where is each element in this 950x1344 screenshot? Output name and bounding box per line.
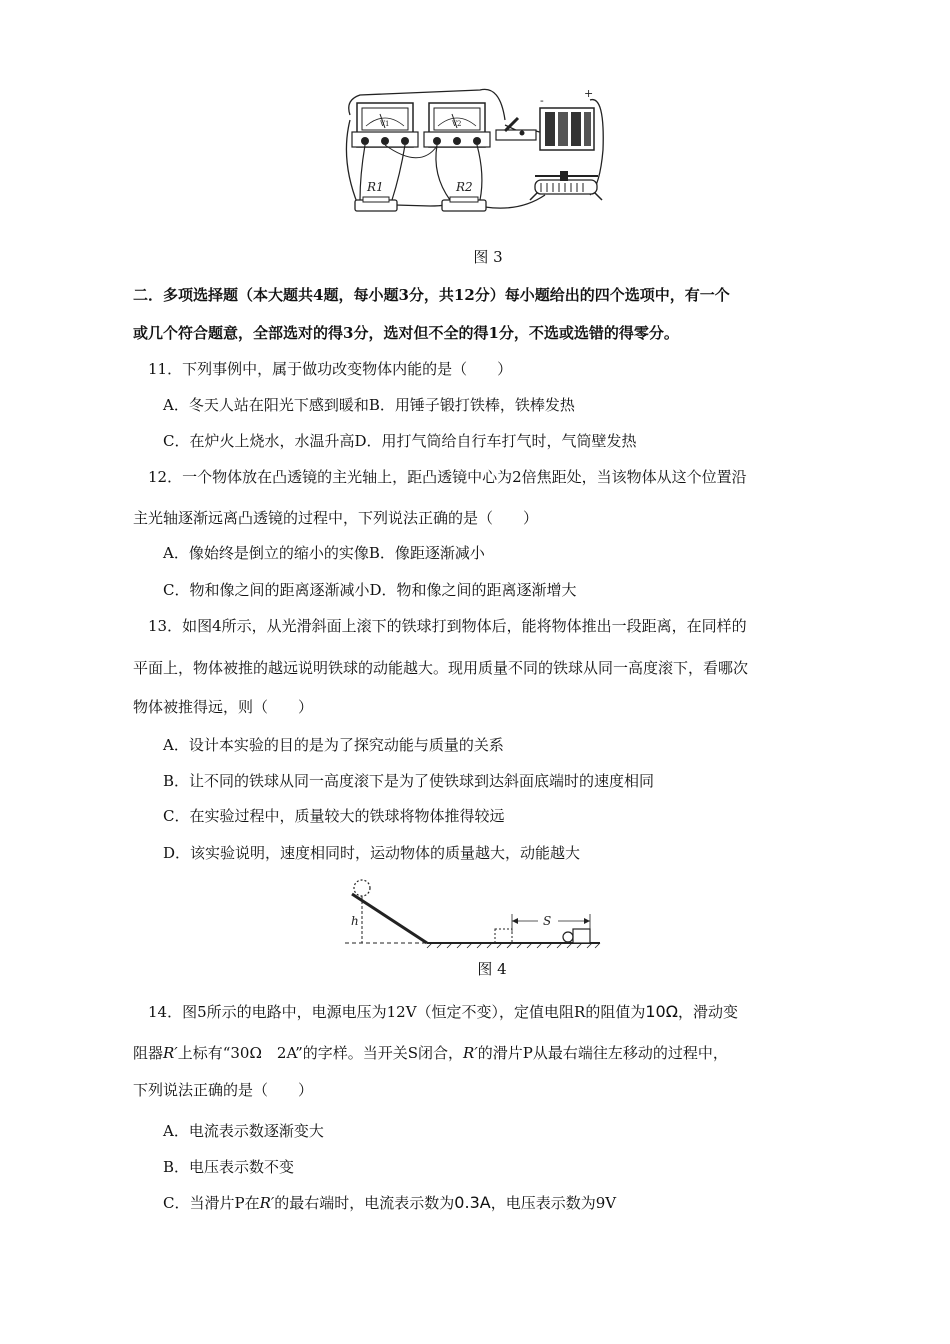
q14-optc-current-value: 0.3A <box>454 1193 491 1212</box>
q14-stem1-text-a: 14．图5所示的电路中，电源电压为12V（恒定不变），定值电阻R的阻值为 <box>148 1003 646 1021</box>
q14-stem2-text-a: 阻器 <box>133 1044 164 1062</box>
question-12-options-row-1: A．像始终是倒立的缩小的实像B．像距逐渐减小 <box>163 544 485 562</box>
question-11-stem: 11．下列事例中，属于做功改变物体内能的是（ ） <box>148 360 513 378</box>
question-13-stem-line-1: 13．如图4所示，从光滑斜面上滚下的铁球打到物体后，能将物体推出一段距离，在同样的 <box>148 617 747 635</box>
q14-optc-text-c: ，电压表示数为9V <box>490 1194 617 1212</box>
voltmeter-1-label: V1 <box>380 120 390 128</box>
question-12-stem-line-2: 主光轴逐渐远离凸透镜的过程中，下列说法正确的是（ ） <box>133 509 539 527</box>
question-12-stem-line-1: 12．一个物体放在凸透镜的主光轴上，距凸透镜中心为2倍焦距处，当该物体从这个位置沿 <box>148 468 747 486</box>
question-11-options-row-1: A．冬天人站在阳光下感到暖和B．用锤子锻打铁棒，铁棒发热 <box>163 396 575 414</box>
question-13-option-c: C．在实验过程中，质量较大的铁球将物体推得较远 <box>163 807 505 825</box>
q14-resistance-value: 10Ω <box>645 1002 678 1021</box>
question-14-option-b: B．电压表示数不变 <box>163 1158 295 1176</box>
battery-plus: + <box>584 87 594 100</box>
battery-minus: - <box>540 94 544 107</box>
question-13-option-b: B．让不同的铁球从同一高度滚下是为了使铁球到达斜面底端时的速度相同 <box>163 772 655 790</box>
question-11-options-row-2: C．在炉火上烧水，水温升高D．用打气筒给自行车打气时，气筒壁发热 <box>163 432 637 450</box>
question-12-options-row-2: C．物和像之间的距离逐渐减小D．物和像之间的距离逐渐增大 <box>163 581 577 599</box>
q14-stem2-text-c: 的滑片P从最右端往左移动的过程中， <box>477 1044 728 1062</box>
q14-optc-text-b: 的最右端时，电流表示数为 <box>274 1194 455 1212</box>
question-13-stem-line-3: 物体被推得远，则（ ） <box>133 698 314 716</box>
voltmeter-2-label: V2 <box>452 120 462 128</box>
section-2-heading-line-2: 或几个符合题意，全部选对的得3分，选对但不全的得1分，不选或选错的得零分。 <box>133 324 679 342</box>
figure-3-caption: 图 3 <box>473 248 503 266</box>
figure-4-caption: 图 4 <box>477 960 507 978</box>
q14-rheostat-symbol: R′ <box>163 1044 178 1062</box>
question-13-option-a: A．设计本实验的目的是为了探究动能与质量的关系 <box>163 736 504 754</box>
question-14-option-a: A．电流表示数逐渐变大 <box>163 1122 324 1140</box>
q14-stem2-text-b: 上标有“30Ω 2A”的字样。当开关S闭合， <box>177 1044 464 1062</box>
question-14-option-c <box>163 1193 616 1213</box>
question-13-option-d: D．该实验说明，速度相同时，运动物体的质量越大，动能越大 <box>163 844 581 862</box>
q14-optc-text-a: C．当滑片P在 <box>163 1194 260 1212</box>
q14-rheostat-symbol-2: R′ <box>463 1044 478 1062</box>
q14-optc-rheostat-symbol: R′ <box>259 1194 275 1212</box>
figure-4-height-label: h <box>351 914 359 928</box>
question-13-stem-line-2: 平面上，物体被推的越远说明铁球的动能越大。现用质量不同的铁球从同一高度滚下，看哪次 <box>133 659 749 677</box>
question-14-stem-line-1 <box>148 1002 738 1022</box>
section-2-heading-line-1: 二．多项选择题（本大题共4题，每小题3分，共12分）每小题给出的四个选项中，有一个 <box>133 286 730 304</box>
resistor-r1-label: R1 <box>367 180 384 194</box>
figure-4-distance-label: S <box>543 914 552 928</box>
resistor-r2-label: R2 <box>456 180 473 194</box>
question-14-stem-line-2 <box>133 1043 728 1063</box>
q14-stem1-text-b: ，滑动变 <box>677 1003 738 1021</box>
question-14-stem-line-3: 下列说法正确的是（ ） <box>133 1081 314 1099</box>
